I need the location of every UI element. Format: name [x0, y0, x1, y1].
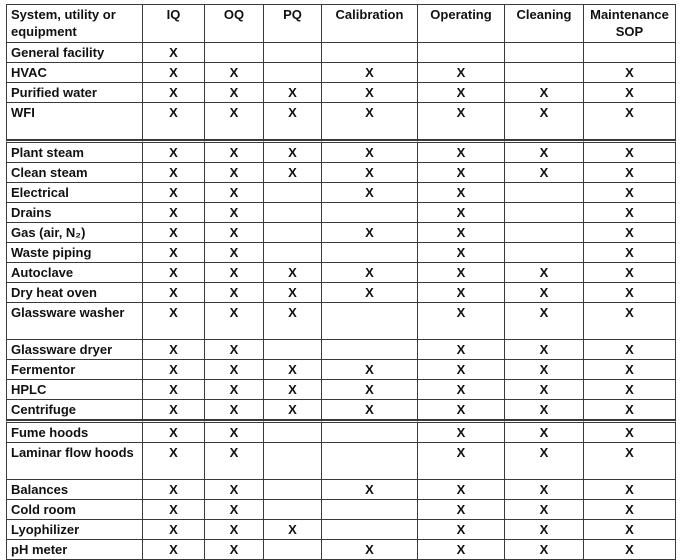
mark-operating: X [418, 203, 505, 223]
mark-oq: X [205, 420, 264, 443]
mark-calibration: X [322, 360, 418, 380]
mark-cleaning: X [505, 443, 584, 480]
mark-cleaning: X [505, 420, 584, 443]
mark-iq: X [143, 380, 205, 400]
table-body [6, 43, 676, 560]
mark-cleaning: X [505, 103, 584, 140]
mark-calibration [322, 340, 418, 360]
mark-oq: X [205, 400, 264, 420]
mark-cleaning: X [505, 83, 584, 103]
mark-operating: X [418, 163, 505, 183]
table-row [6, 243, 676, 263]
mark-iq: X [143, 480, 205, 500]
mark-iq: X [143, 140, 205, 163]
table-row [6, 520, 676, 540]
mark-maintenance-sop: X [584, 140, 676, 163]
column-header-pq: PQ [264, 4, 322, 43]
mark-oq: X [205, 203, 264, 223]
mark-calibration [322, 243, 418, 263]
mark-cleaning: X [505, 360, 584, 380]
mark-cleaning: X [505, 163, 584, 183]
mark-operating: X [418, 243, 505, 263]
mark-operating: X [418, 63, 505, 83]
mark-oq: X [205, 380, 264, 400]
mark-pq [264, 540, 322, 560]
table-row [6, 303, 676, 340]
row-label: Dry heat oven [6, 283, 143, 303]
mark-cleaning [505, 63, 584, 83]
mark-cleaning [505, 223, 584, 243]
mark-iq: X [143, 340, 205, 360]
mark-operating [418, 43, 505, 63]
mark-calibration: X [322, 480, 418, 500]
mark-pq [264, 243, 322, 263]
mark-maintenance-sop: X [584, 380, 676, 400]
mark-pq [264, 203, 322, 223]
mark-pq [264, 500, 322, 520]
mark-iq: X [143, 263, 205, 283]
mark-calibration: X [322, 63, 418, 83]
row-label: Purified water [6, 83, 143, 103]
column-header-iq: IQ [143, 4, 205, 43]
mark-calibration: X [322, 540, 418, 560]
row-label: Drains [6, 203, 143, 223]
row-label: Electrical [6, 183, 143, 203]
mark-cleaning: X [505, 340, 584, 360]
mark-calibration [322, 443, 418, 480]
mark-maintenance-sop: X [584, 540, 676, 560]
mark-maintenance-sop: X [584, 83, 676, 103]
mark-iq: X [143, 203, 205, 223]
mark-iq: X [143, 540, 205, 560]
mark-calibration [322, 303, 418, 340]
mark-cleaning [505, 203, 584, 223]
mark-oq: X [205, 83, 264, 103]
mark-pq [264, 43, 322, 63]
mark-calibration: X [322, 183, 418, 203]
mark-cleaning: X [505, 283, 584, 303]
mark-maintenance-sop: X [584, 63, 676, 83]
row-label: HVAC [6, 63, 143, 83]
mark-maintenance-sop: X [584, 360, 676, 380]
mark-cleaning: X [505, 303, 584, 340]
mark-operating: X [418, 500, 505, 520]
mark-pq: X [264, 303, 322, 340]
table-row [6, 360, 676, 380]
mark-pq [264, 183, 322, 203]
mark-cleaning [505, 183, 584, 203]
mark-oq: X [205, 263, 264, 283]
mark-calibration: X [322, 223, 418, 243]
table-row [6, 340, 676, 360]
column-header-operating: Operating [418, 4, 505, 43]
mark-iq: X [143, 500, 205, 520]
mark-maintenance-sop: X [584, 303, 676, 340]
mark-iq: X [143, 443, 205, 480]
mark-maintenance-sop: X [584, 223, 676, 243]
mark-calibration: X [322, 283, 418, 303]
column-header-calibration: Calibration [322, 4, 418, 43]
mark-cleaning: X [505, 400, 584, 420]
mark-calibration: X [322, 140, 418, 163]
mark-operating: X [418, 103, 505, 140]
mark-calibration [322, 43, 418, 63]
mark-maintenance-sop: X [584, 103, 676, 140]
mark-oq [205, 43, 264, 63]
mark-iq: X [143, 103, 205, 140]
mark-pq [264, 340, 322, 360]
table-row [6, 83, 676, 103]
row-label: Gas (air, N₂) [6, 223, 143, 243]
table-row [6, 203, 676, 223]
table-row [6, 443, 676, 480]
mark-calibration [322, 203, 418, 223]
mark-operating: X [418, 83, 505, 103]
row-label: Glassware washer [6, 303, 143, 340]
row-label: Waste piping [6, 243, 143, 263]
row-label: Lyophilizer [6, 520, 143, 540]
mark-oq: X [205, 480, 264, 500]
mark-pq: X [264, 163, 322, 183]
mark-oq: X [205, 303, 264, 340]
table-row [6, 380, 676, 400]
mark-pq: X [264, 360, 322, 380]
mark-pq: X [264, 283, 322, 303]
mark-maintenance-sop: X [584, 520, 676, 540]
table-row [6, 540, 676, 560]
mark-calibration: X [322, 83, 418, 103]
row-label: General facility [6, 43, 143, 63]
row-label: Fermentor [6, 360, 143, 380]
mark-maintenance-sop: X [584, 500, 676, 520]
table-row [6, 400, 676, 420]
mark-pq [264, 223, 322, 243]
mark-iq: X [143, 360, 205, 380]
row-label: Centrifuge [6, 400, 143, 420]
mark-calibration [322, 520, 418, 540]
table-row [6, 500, 676, 520]
mark-pq [264, 63, 322, 83]
mark-iq: X [143, 400, 205, 420]
row-label: pH meter [6, 540, 143, 560]
table-row [6, 140, 676, 163]
mark-maintenance-sop: X [584, 480, 676, 500]
mark-operating: X [418, 303, 505, 340]
mark-calibration [322, 420, 418, 443]
header-row [6, 4, 676, 43]
mark-maintenance-sop: X [584, 283, 676, 303]
mark-operating: X [418, 263, 505, 283]
mark-oq: X [205, 340, 264, 360]
row-label: Autoclave [6, 263, 143, 283]
mark-oq: X [205, 540, 264, 560]
row-label: Clean steam [6, 163, 143, 183]
mark-iq: X [143, 183, 205, 203]
table-row [6, 63, 676, 83]
mark-iq: X [143, 283, 205, 303]
mark-iq: X [143, 520, 205, 540]
mark-operating: X [418, 540, 505, 560]
mark-oq: X [205, 520, 264, 540]
table-row [6, 480, 676, 500]
mark-calibration: X [322, 400, 418, 420]
table-row [6, 283, 676, 303]
row-label: Cold room [6, 500, 143, 520]
mark-oq: X [205, 183, 264, 203]
mark-maintenance-sop: X [584, 400, 676, 420]
mark-cleaning: X [505, 140, 584, 163]
mark-cleaning: X [505, 380, 584, 400]
mark-operating: X [418, 283, 505, 303]
mark-pq: X [264, 83, 322, 103]
mark-pq: X [264, 263, 322, 283]
mark-cleaning: X [505, 480, 584, 500]
column-header-maintenance-sop: Maintenance SOP [584, 4, 676, 43]
mark-pq: X [264, 380, 322, 400]
row-label: Balances [6, 480, 143, 500]
mark-operating: X [418, 480, 505, 500]
table-row [6, 43, 676, 63]
mark-operating: X [418, 400, 505, 420]
mark-oq: X [205, 103, 264, 140]
mark-pq [264, 443, 322, 480]
mark-iq: X [143, 420, 205, 443]
mark-maintenance-sop: X [584, 183, 676, 203]
table-row [6, 103, 676, 140]
mark-pq: X [264, 400, 322, 420]
mark-maintenance-sop [584, 43, 676, 63]
mark-maintenance-sop: X [584, 163, 676, 183]
mark-operating: X [418, 443, 505, 480]
row-label: Laminar flow hoods [6, 443, 143, 480]
mark-pq: X [264, 140, 322, 163]
mark-oq: X [205, 283, 264, 303]
mark-calibration: X [322, 380, 418, 400]
mark-operating: X [418, 420, 505, 443]
mark-cleaning [505, 243, 584, 263]
mark-maintenance-sop: X [584, 443, 676, 480]
mark-calibration: X [322, 263, 418, 283]
mark-operating: X [418, 380, 505, 400]
mark-iq: X [143, 223, 205, 243]
table-row [6, 420, 676, 443]
row-label: Plant steam [6, 140, 143, 163]
row-label: HPLC [6, 380, 143, 400]
mark-oq: X [205, 140, 264, 163]
mark-pq: X [264, 520, 322, 540]
mark-iq: X [143, 63, 205, 83]
mark-iq: X [143, 303, 205, 340]
mark-iq: X [143, 43, 205, 63]
mark-iq: X [143, 243, 205, 263]
mark-cleaning: X [505, 263, 584, 283]
column-header-system: System, utility or equipment [6, 4, 143, 43]
row-label: Fume hoods [6, 420, 143, 443]
mark-iq: X [143, 163, 205, 183]
column-header-oq: OQ [205, 4, 264, 43]
mark-cleaning: X [505, 540, 584, 560]
mark-maintenance-sop: X [584, 203, 676, 223]
mark-calibration: X [322, 103, 418, 140]
mark-cleaning: X [505, 520, 584, 540]
mark-oq: X [205, 223, 264, 243]
mark-oq: X [205, 443, 264, 480]
table-row [6, 163, 676, 183]
mark-cleaning [505, 43, 584, 63]
mark-operating: X [418, 520, 505, 540]
mark-calibration: X [322, 163, 418, 183]
mark-calibration [322, 500, 418, 520]
mark-oq: X [205, 500, 264, 520]
mark-maintenance-sop: X [584, 340, 676, 360]
table-row [6, 263, 676, 283]
mark-oq: X [205, 163, 264, 183]
mark-pq [264, 480, 322, 500]
qualification-matrix-table [6, 4, 676, 560]
table-row [6, 223, 676, 243]
mark-operating: X [418, 183, 505, 203]
row-label: WFI [6, 103, 143, 140]
mark-oq: X [205, 360, 264, 380]
mark-oq: X [205, 243, 264, 263]
mark-pq: X [264, 103, 322, 140]
mark-cleaning: X [505, 500, 584, 520]
mark-oq: X [205, 63, 264, 83]
row-label: Glassware dryer [6, 340, 143, 360]
mark-operating: X [418, 360, 505, 380]
mark-operating: X [418, 140, 505, 163]
mark-pq [264, 420, 322, 443]
mark-operating: X [418, 223, 505, 243]
mark-maintenance-sop: X [584, 263, 676, 283]
mark-iq: X [143, 83, 205, 103]
column-header-cleaning: Cleaning [505, 4, 584, 43]
mark-operating: X [418, 340, 505, 360]
mark-maintenance-sop: X [584, 243, 676, 263]
table-row [6, 183, 676, 203]
mark-maintenance-sop: X [584, 420, 676, 443]
